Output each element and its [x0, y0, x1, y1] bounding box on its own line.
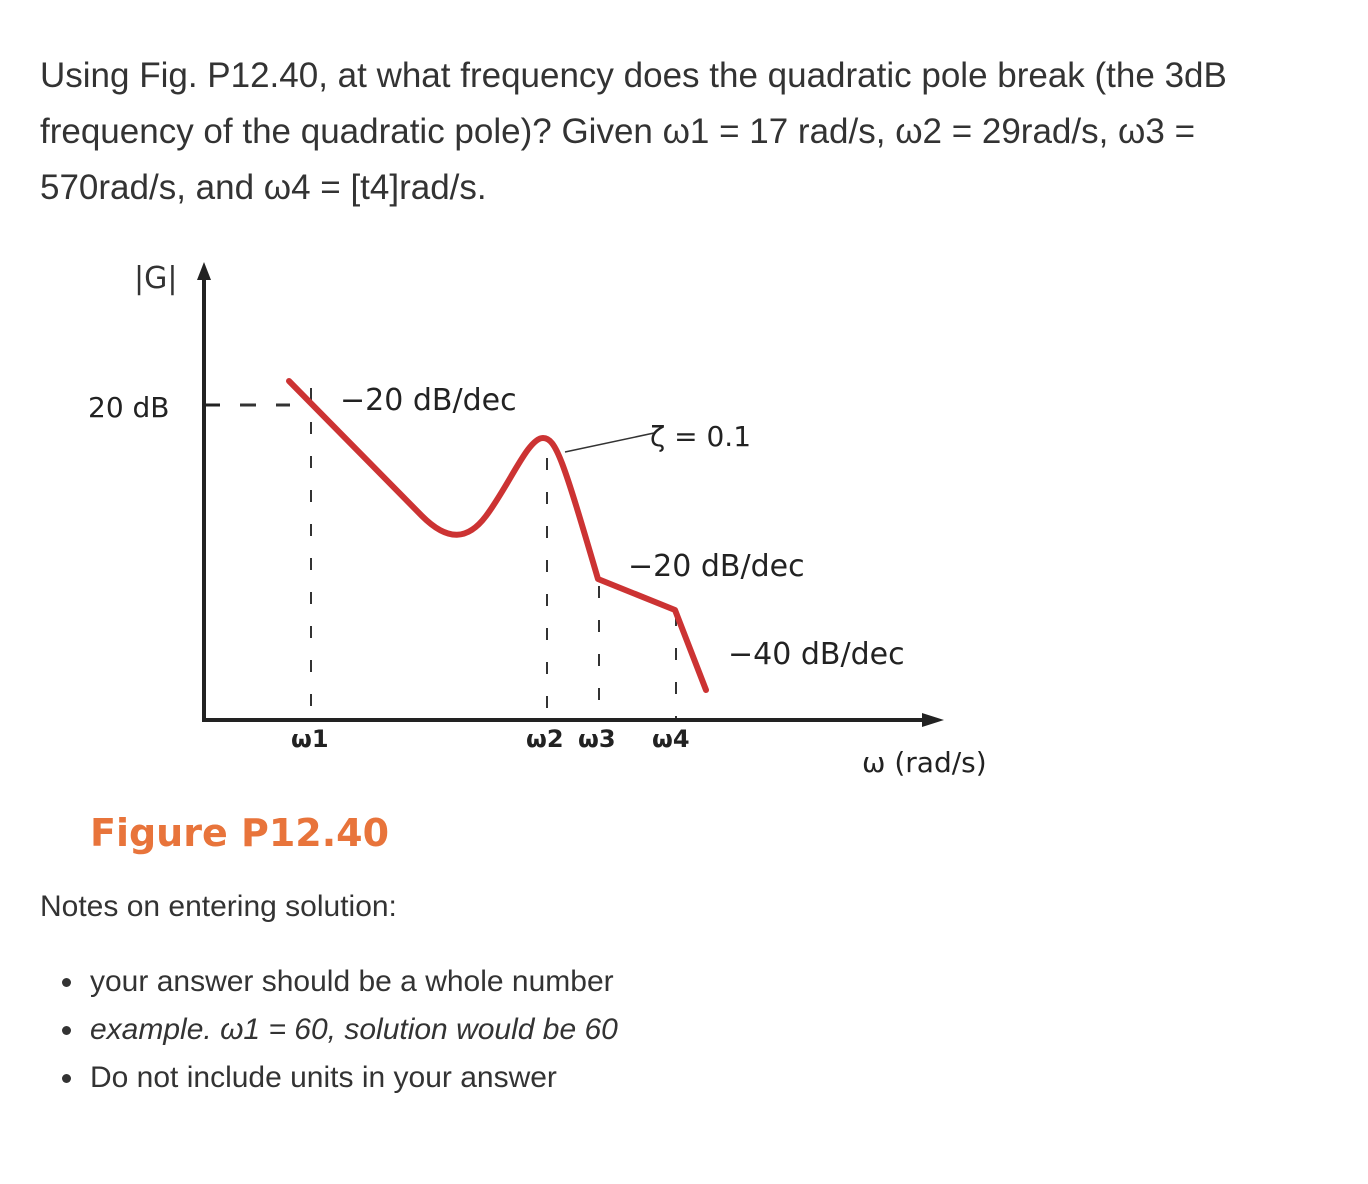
x-tick-w2: ω2: [526, 725, 564, 753]
notes-item: Do not include units in your answer: [40, 1054, 618, 1102]
x-tick-w4: ω4: [652, 725, 690, 753]
zeta-leader-line: [565, 433, 654, 452]
y-tick-20db: 20 dB: [88, 391, 170, 424]
x-axis-arrow: [922, 713, 944, 727]
magnitude-curve: [289, 381, 706, 690]
x-tick-w3: ω3: [578, 725, 616, 753]
notes-title: Notes on entering solution:: [40, 890, 397, 923]
x-axis-label: ω (rad/s): [862, 746, 987, 779]
y-axis-arrow: [197, 262, 211, 280]
y-axis-label: |G|: [134, 261, 178, 296]
zeta-label: ζ = 0.1: [650, 420, 752, 453]
figure-caption: Figure P12.40: [90, 811, 390, 855]
bode-magnitude-figure: [0, 240, 1368, 880]
slope-mid-label: −20 dB/dec: [628, 549, 805, 584]
x-tick-w1: ω1: [291, 725, 329, 753]
notes-list: [40, 958, 618, 1102]
slope-last-label: −40 dB/dec: [728, 637, 905, 672]
notes-item: your answer should be a whole number: [40, 958, 618, 1006]
slope-first-label: −20 dB/dec: [340, 383, 517, 418]
question-text: Using Fig. P12.40, at what frequency does the quadratic pole break (the 3dB frequency of the quadratic pole)? Given ω1 = 17 rad/s, ω2 = 29rad/s, ω3 = 570rad/s, and ω4 = [t4]rad/s.: [40, 56, 1227, 207]
notes-item: example. ω1 = 60, solution would be 60: [40, 1006, 618, 1054]
